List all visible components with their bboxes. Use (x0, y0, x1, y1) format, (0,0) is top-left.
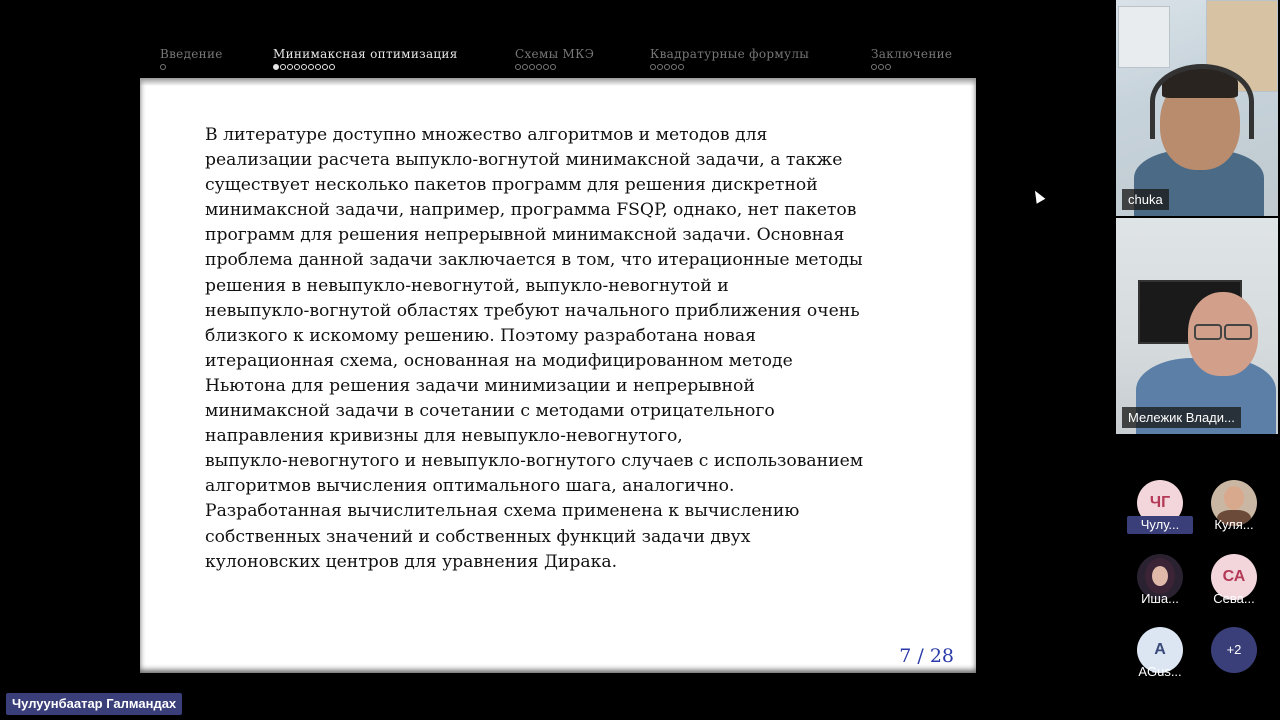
participant-avatar: A (1137, 627, 1183, 673)
nav-subsection-dot-icon[interactable] (664, 64, 670, 70)
nav-subsection-dot-icon[interactable] (160, 64, 166, 70)
nav-subsection-dot-icon[interactable] (522, 64, 528, 70)
nav-section-dots (515, 62, 594, 71)
nav-section-minimax[interactable] (273, 48, 458, 71)
participant-tile[interactable] (1125, 554, 1195, 618)
participant-avatar: ЧГ (1137, 480, 1183, 526)
nav-section-dots (871, 62, 952, 71)
nav-subsection-dot-icon[interactable] (280, 64, 286, 70)
mouse-cursor-icon (1031, 188, 1046, 203)
participant-avatar: СА (1211, 554, 1257, 600)
glasses-right (1224, 324, 1252, 340)
participant-name: Куля... (1214, 517, 1254, 532)
nav-section-title: Квадратурные формулы (650, 47, 810, 61)
nav-subsection-dot-icon[interactable] (536, 64, 542, 70)
nav-subsection-dot-icon[interactable] (329, 64, 335, 70)
video-name-label: chuka (1122, 189, 1169, 210)
nav-section-title: Заключение (871, 47, 953, 61)
nav-subsection-dot-icon[interactable] (657, 64, 663, 70)
more-participants-button[interactable] (1199, 627, 1269, 691)
participant-name: Сева... (1213, 591, 1255, 606)
participant-video-chuka[interactable] (1116, 0, 1278, 216)
nav-subsection-dot-icon[interactable] (543, 64, 549, 70)
nav-subsection-dot-icon[interactable] (871, 64, 877, 70)
glasses-left (1194, 324, 1222, 340)
participant-tile[interactable] (1199, 480, 1269, 544)
nav-subsection-dot-icon[interactable] (273, 64, 279, 70)
nav-subsection-dot-icon[interactable] (529, 64, 535, 70)
headset-icon (1150, 64, 1254, 139)
nav-section-fem-schemes[interactable] (515, 48, 594, 71)
participant-name: Иша... (1141, 591, 1179, 606)
slide-top-shadow (140, 78, 976, 86)
nav-subsection-dot-icon[interactable] (287, 64, 293, 70)
slide-body-text: В литературе доступно множество алгоритмов и методов для реализации расчета выпукло-вогнутой минимаксной задачи, а также существует несколько пакетов программ для решения дискретной минимаксной задачи, например, программа FSQP, однако, нет пакетов программ для решения непрерывной минимаксной задачи. Основная проблема данной задачи заключается в том, что итерационные методы решения в невыпукло-невогнутой, выпукло-невогнутой и невыпукло-вогнутой областях требуют начального приближения очень близкого к искомому решению. Поэтому разработана новая итерационная схема, основанная на модифицированном методе Ньютона для решения задачи минимизации и непрерывной минимаксной задачи в сочетании с методами отрицательного направления кривизны для невыпукло-невогнутого, выпукло-невогнутого и невыпукло-вогнутого случаев с использованием алгоритмов вычисления оптимального шага, аналогично. Разработанная вычислительная схема применена к вычислению собственных значений и собственных функций задачи двух кулоновских центров для уравнения Дирака. (205, 125, 864, 572)
presentation-slide (140, 78, 976, 673)
nav-subsection-dot-icon[interactable] (315, 64, 321, 70)
presenter-name-badge: Чулуунбаатар Галмандах (6, 693, 182, 715)
background-shelf (1118, 6, 1170, 68)
nav-subsection-dot-icon[interactable] (650, 64, 656, 70)
nav-section-dots (650, 62, 809, 71)
beamer-nav-bar (140, 40, 976, 78)
nav-subsection-dot-icon[interactable] (671, 64, 677, 70)
nav-section-quadrature[interactable] (650, 48, 809, 71)
nav-subsection-dot-icon[interactable] (322, 64, 328, 70)
slide-page-number: 7 / 28 (899, 645, 954, 667)
nav-subsection-dot-icon[interactable] (308, 64, 314, 70)
participant-tile[interactable] (1125, 627, 1195, 691)
nav-section-title: Минимаксная оптимизация (273, 47, 458, 61)
nav-subsection-dot-icon[interactable] (885, 64, 891, 70)
nav-subsection-dot-icon[interactable] (301, 64, 307, 70)
nav-section-intro[interactable] (160, 48, 223, 71)
nav-section-dots (160, 62, 223, 71)
nav-subsection-dot-icon[interactable] (294, 64, 300, 70)
nav-section-conclusion[interactable] (871, 48, 952, 71)
nav-section-dots (273, 62, 458, 71)
more-participants-count: +2 (1211, 627, 1257, 673)
participant-tile[interactable] (1199, 554, 1269, 618)
video-name-label: Мележик Влади... (1122, 407, 1241, 428)
participant-video-melezhik[interactable] (1116, 218, 1278, 434)
nav-subsection-dot-icon[interactable] (878, 64, 884, 70)
nav-subsection-dot-icon[interactable] (550, 64, 556, 70)
nav-subsection-dot-icon[interactable] (515, 64, 521, 70)
nav-subsection-dot-icon[interactable] (678, 64, 684, 70)
participant-tile[interactable] (1125, 480, 1195, 544)
participant-name: AGus... (1138, 664, 1182, 679)
participant-name: Чулу... (1127, 516, 1193, 534)
nav-section-title: Схемы МКЭ (515, 47, 595, 61)
nav-section-title: Введение (160, 47, 223, 61)
